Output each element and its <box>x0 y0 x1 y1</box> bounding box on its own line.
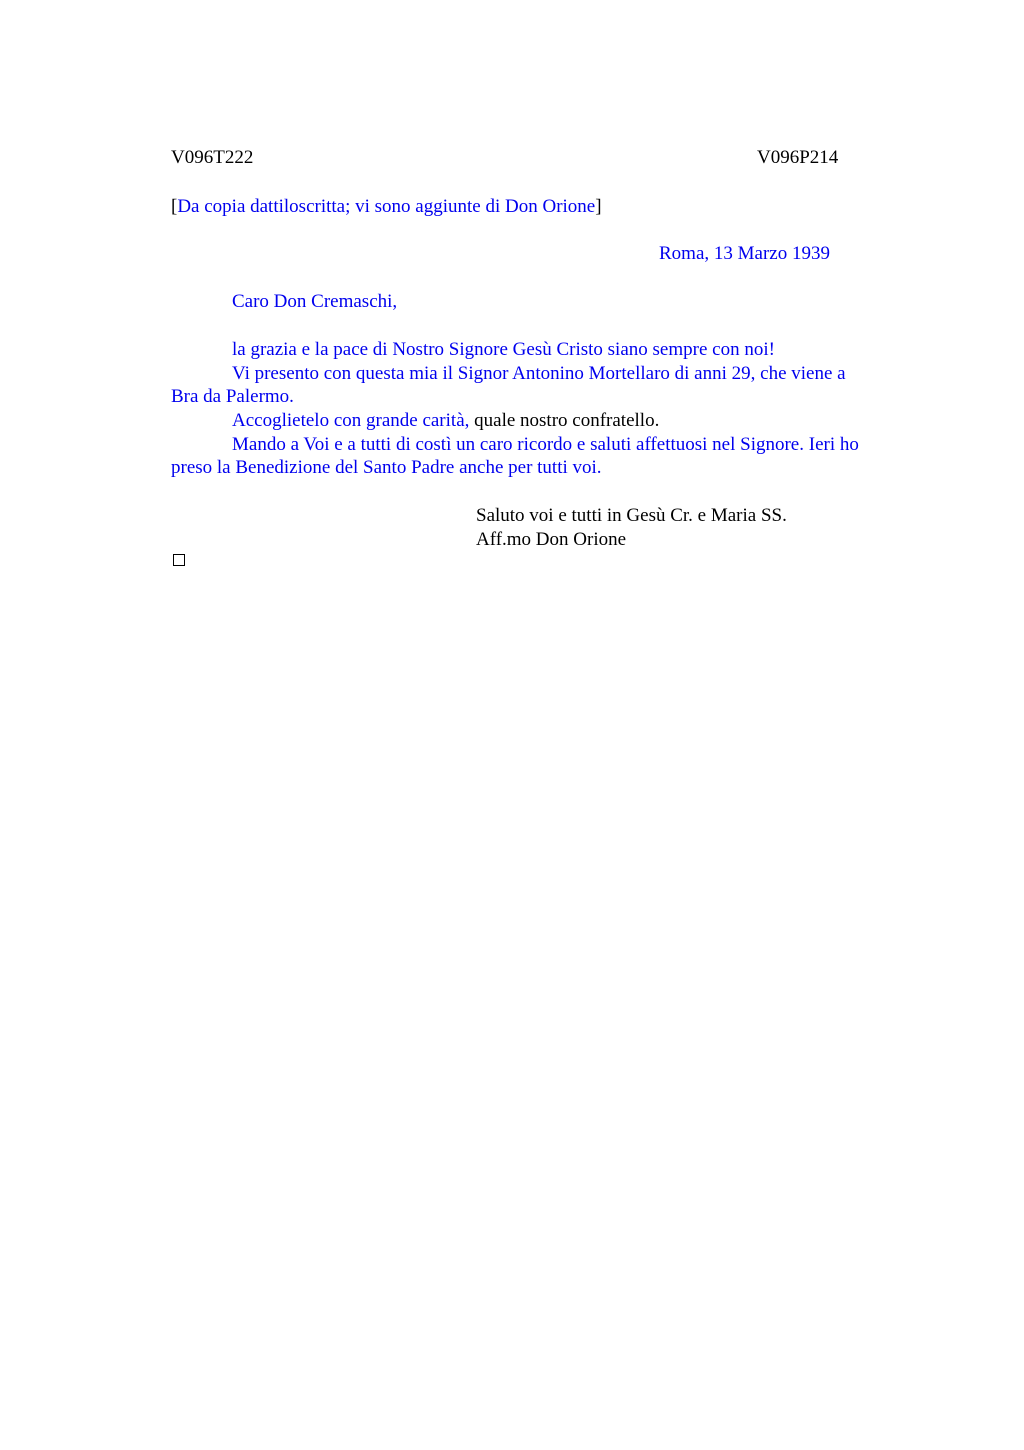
note-open-bracket: [ <box>171 196 178 217</box>
body-paragraph-2-line-2: Bra da Palermo. <box>171 386 294 407</box>
letter-greeting: Caro Don Cremaschi, <box>232 291 398 312</box>
body-paragraph-1: la grazia e la pace di Nostro Signore Gesù Cristo siano sempre con noi! <box>232 339 775 360</box>
note-text: Da copia dattiloscritta; vi sono aggiunte di Don Orione <box>177 196 596 217</box>
editorial-note <box>171 195 602 219</box>
letter-date: Roma, 13 Marzo 1939 <box>659 243 830 264</box>
body-paragraph-3 <box>232 409 659 433</box>
body-paragraph-3-added: Accoglietelo con grande carità, <box>232 410 470 431</box>
volume-code-left: V096T222 <box>171 147 254 168</box>
body-paragraph-2-line-1: Vi presento con questa mia il Signor Antonino Mortellaro di anni 29, che viene a <box>232 363 846 384</box>
body-paragraph-4-line-1: Mando a Voi e a tutti di costì un caro ricordo e saluti affettuosi nel Signore. Ieri ho <box>232 434 859 455</box>
empty-square-icon <box>173 554 185 566</box>
signature-line: Aff.mo Don Orione <box>476 529 627 550</box>
body-paragraph-3-typed: quale nostro confratello. <box>469 410 660 431</box>
body-paragraph-4-line-2: preso la Benedizione del Santo Padre anche per tutti voi. <box>171 457 602 478</box>
closing-salutation: Saluto voi e tutti in Gesù Cr. e Maria SS. <box>476 505 787 526</box>
note-close-bracket: ] <box>595 196 602 217</box>
volume-code-right: V096P214 <box>757 147 839 168</box>
